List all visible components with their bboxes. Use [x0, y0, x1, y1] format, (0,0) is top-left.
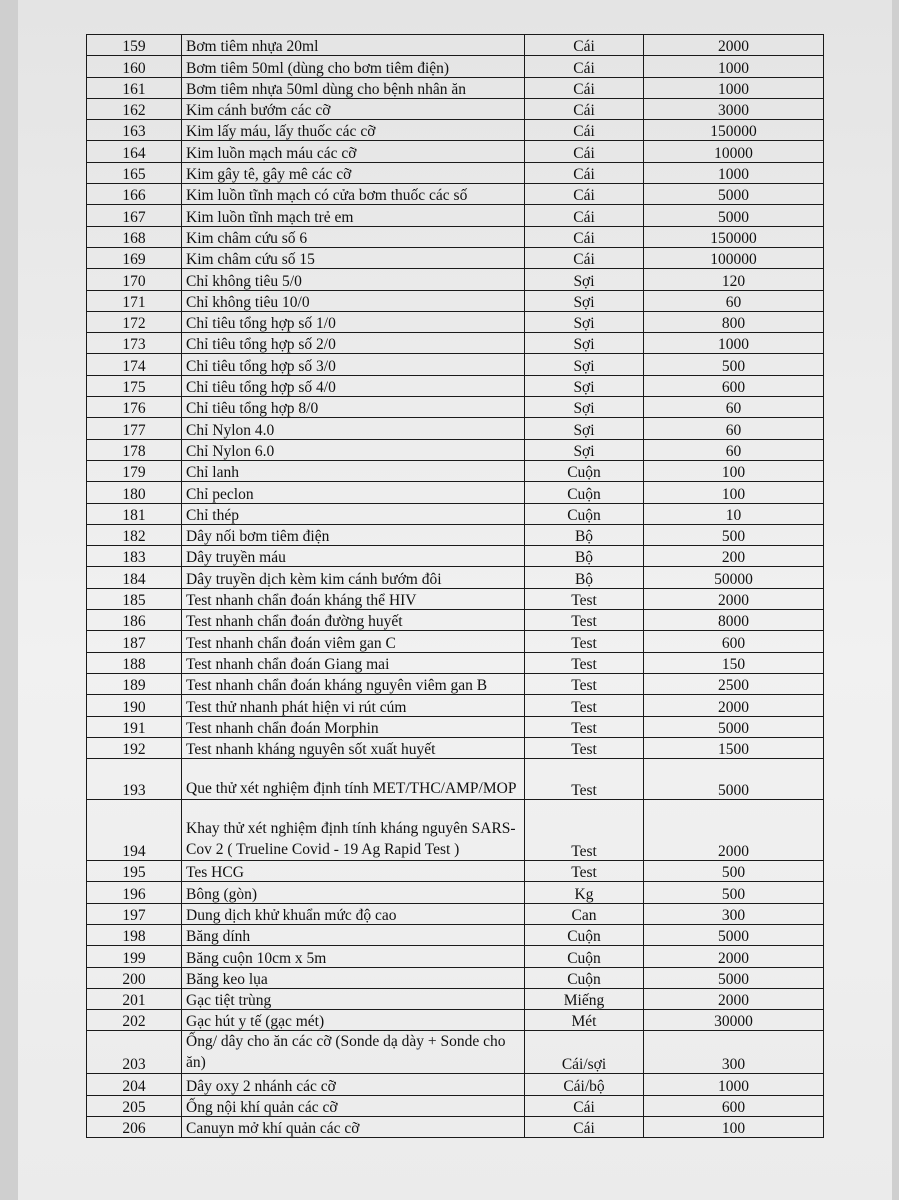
row-number: 202 [87, 1010, 182, 1031]
table-row [87, 269, 824, 290]
table-row [87, 120, 824, 141]
item-name: Test nhanh chẩn đoán kháng thể HIV [182, 588, 525, 609]
row-number: 179 [87, 460, 182, 481]
row-number: 187 [87, 631, 182, 652]
unit-cell: Sợi [525, 375, 644, 396]
table-row [87, 716, 824, 737]
unit-cell: Cuộn [525, 946, 644, 967]
unit-cell: Test [525, 610, 644, 631]
item-name: Chỉ tiêu tổng hợp số 4/0 [182, 375, 525, 396]
item-name: Tes HCG [182, 861, 525, 882]
quantity-cell: 2500 [644, 673, 824, 694]
quantity-cell: 120 [644, 269, 824, 290]
quantity-cell: 150000 [644, 226, 824, 247]
unit-cell: Sợi [525, 418, 644, 439]
row-number: 168 [87, 226, 182, 247]
row-number: 186 [87, 610, 182, 631]
document-page [18, 0, 892, 1200]
quantity-cell: 1000 [644, 77, 824, 98]
unit-cell: Cái [525, 162, 644, 183]
quantity-cell: 1000 [644, 162, 824, 183]
item-name: Kim gây tê, gây mê các cỡ [182, 162, 525, 183]
table-row [87, 439, 824, 460]
row-number: 183 [87, 546, 182, 567]
quantity-cell: 500 [644, 524, 824, 545]
table-row [87, 1010, 824, 1031]
unit-cell: Cái [525, 141, 644, 162]
item-name: Chỉ không tiêu 5/0 [182, 269, 525, 290]
quantity-cell: 10 [644, 503, 824, 524]
item-name: Gạc hút y tế (gạc mét) [182, 1010, 525, 1031]
table-row [87, 56, 824, 77]
quantity-cell: 5000 [644, 716, 824, 737]
quantity-cell: 60 [644, 397, 824, 418]
table-row [87, 946, 824, 967]
item-name: Kim châm cứu số 15 [182, 247, 525, 268]
unit-cell: Test [525, 695, 644, 716]
table-row [87, 311, 824, 332]
row-number: 161 [87, 77, 182, 98]
item-name: Dây oxy 2 nhánh các cỡ [182, 1074, 525, 1095]
row-number: 181 [87, 503, 182, 524]
row-number: 178 [87, 439, 182, 460]
unit-cell: Sợi [525, 311, 644, 332]
unit-cell: Cái [525, 120, 644, 141]
unit-cell: Sợi [525, 290, 644, 311]
item-name: Que thử xét nghiệm định tính MET/THC/AMP/MOP [182, 759, 525, 800]
row-number: 184 [87, 567, 182, 588]
unit-cell: Test [525, 716, 644, 737]
unit-cell: Cái [525, 98, 644, 119]
row-number: 169 [87, 247, 182, 268]
item-name: Bơm tiêm nhựa 50ml dùng cho bệnh nhân ăn [182, 77, 525, 98]
table-row [87, 1095, 824, 1116]
table-row [87, 98, 824, 119]
quantity-cell: 2000 [644, 946, 824, 967]
table-row [87, 924, 824, 945]
table-row [87, 247, 824, 268]
row-number: 190 [87, 695, 182, 716]
item-name: Kim luồn mạch máu các cỡ [182, 141, 525, 162]
unit-cell: Cuộn [525, 924, 644, 945]
row-number: 160 [87, 56, 182, 77]
unit-cell: Cái [525, 1095, 644, 1116]
row-number: 192 [87, 737, 182, 758]
table-row [87, 418, 824, 439]
row-number: 164 [87, 141, 182, 162]
table-row [87, 967, 824, 988]
table-row [87, 354, 824, 375]
table-row [87, 759, 824, 800]
table-row [87, 1031, 824, 1074]
row-number: 204 [87, 1074, 182, 1095]
item-name: Chỉ tiêu tổng hợp số 3/0 [182, 354, 525, 375]
unit-cell: Test [525, 737, 644, 758]
row-number: 205 [87, 1095, 182, 1116]
quantity-cell: 500 [644, 882, 824, 903]
item-name: Test nhanh chẩn đoán đường huyết [182, 610, 525, 631]
row-number: 197 [87, 903, 182, 924]
quantity-cell: 1500 [644, 737, 824, 758]
quantity-cell: 600 [644, 1095, 824, 1116]
row-number: 177 [87, 418, 182, 439]
unit-cell: Bộ [525, 546, 644, 567]
table-row [87, 226, 824, 247]
unit-cell: Sợi [525, 354, 644, 375]
quantity-cell: 600 [644, 375, 824, 396]
table-row [87, 800, 824, 861]
row-number: 182 [87, 524, 182, 545]
item-name: Kim luồn tĩnh mạch có cửa bơm thuốc các số [182, 184, 525, 205]
item-name: Dây truyền dịch kèm kim cánh bướm đôi [182, 567, 525, 588]
quantity-cell: 5000 [644, 205, 824, 226]
row-number: 188 [87, 652, 182, 673]
quantity-cell: 100 [644, 1117, 824, 1138]
item-name: Test nhanh chẩn đoán Morphin [182, 716, 525, 737]
unit-cell: Test [525, 652, 644, 673]
table-row [87, 397, 824, 418]
table-row [87, 1117, 824, 1138]
row-number: 165 [87, 162, 182, 183]
item-name: Băng dính [182, 924, 525, 945]
item-name: Chỉ tiêu tổng hợp số 2/0 [182, 333, 525, 354]
item-name: Chỉ tiêu tổng hợp số 1/0 [182, 311, 525, 332]
item-name: Chỉ peclon [182, 482, 525, 503]
item-name: Dung dịch khử khuẩn mức độ cao [182, 903, 525, 924]
item-name: Ống nội khí quản các cỡ [182, 1095, 525, 1116]
row-number: 203 [87, 1031, 182, 1074]
row-number: 201 [87, 988, 182, 1009]
unit-cell: Sợi [525, 269, 644, 290]
table-row [87, 503, 824, 524]
unit-cell: Cái [525, 226, 644, 247]
row-number: 171 [87, 290, 182, 311]
quantity-cell: 1000 [644, 333, 824, 354]
quantity-cell: 10000 [644, 141, 824, 162]
table-row [87, 162, 824, 183]
item-name: Dây nối bơm tiêm điện [182, 524, 525, 545]
unit-cell: Can [525, 903, 644, 924]
unit-cell: Sợi [525, 397, 644, 418]
table-row [87, 737, 824, 758]
unit-cell: Cái [525, 1117, 644, 1138]
row-number: 194 [87, 800, 182, 861]
table-row [87, 861, 824, 882]
row-number: 162 [87, 98, 182, 119]
quantity-cell: 5000 [644, 759, 824, 800]
item-name: Dây truyền máu [182, 546, 525, 567]
row-number: 193 [87, 759, 182, 800]
quantity-cell: 200 [644, 546, 824, 567]
table-row [87, 546, 824, 567]
item-name: Khay thử xét nghiệm định tính kháng nguyên SARS-Cov 2 ( Trueline Covid - 19 Ag Rapid Test ) [182, 800, 525, 861]
quantity-cell: 2000 [644, 35, 824, 56]
unit-cell: Cái/bộ [525, 1074, 644, 1095]
quantity-cell: 800 [644, 311, 824, 332]
table-row [87, 673, 824, 694]
unit-cell: Cái/sợi [525, 1031, 644, 1074]
item-name: Test nhanh chẩn đoán Giang mai [182, 652, 525, 673]
row-number: 163 [87, 120, 182, 141]
row-number: 191 [87, 716, 182, 737]
quantity-cell: 150 [644, 652, 824, 673]
row-number: 176 [87, 397, 182, 418]
quantity-cell: 8000 [644, 610, 824, 631]
row-number: 174 [87, 354, 182, 375]
item-name: Test nhanh kháng nguyên sốt xuất huyết [182, 737, 525, 758]
quantity-cell: 2000 [644, 695, 824, 716]
table-row [87, 333, 824, 354]
item-name: Chỉ Nylon 6.0 [182, 439, 525, 460]
row-number: 206 [87, 1117, 182, 1138]
item-name: Bông (gòn) [182, 882, 525, 903]
table-row [87, 882, 824, 903]
table-row [87, 184, 824, 205]
item-name: Canuyn mở khí quản các cỡ [182, 1117, 525, 1138]
row-number: 198 [87, 924, 182, 945]
quantity-cell: 500 [644, 354, 824, 375]
quantity-cell: 500 [644, 861, 824, 882]
quantity-cell: 5000 [644, 184, 824, 205]
unit-cell: Cuộn [525, 503, 644, 524]
table-row [87, 290, 824, 311]
unit-cell: Cuộn [525, 460, 644, 481]
table-row [87, 141, 824, 162]
row-number: 172 [87, 311, 182, 332]
item-name: Test thử nhanh phát hiện vi rút cúm [182, 695, 525, 716]
unit-cell: Cái [525, 35, 644, 56]
table-row [87, 610, 824, 631]
quantity-cell: 5000 [644, 967, 824, 988]
unit-cell: Cái [525, 184, 644, 205]
table-row [87, 205, 824, 226]
item-name: Kim lấy máu, lấy thuốc các cỡ [182, 120, 525, 141]
table-row [87, 1074, 824, 1095]
table-row [87, 35, 824, 56]
table-row [87, 652, 824, 673]
unit-cell: Test [525, 631, 644, 652]
row-number: 173 [87, 333, 182, 354]
quantity-cell: 150000 [644, 120, 824, 141]
quantity-cell: 1000 [644, 56, 824, 77]
item-name: Chỉ thép [182, 503, 525, 524]
table-row [87, 77, 824, 98]
table-row [87, 695, 824, 716]
table-row [87, 375, 824, 396]
supplies-table [86, 34, 824, 1138]
item-name: Gạc tiệt trùng [182, 988, 525, 1009]
row-number: 189 [87, 673, 182, 694]
row-number: 180 [87, 482, 182, 503]
table-row [87, 567, 824, 588]
quantity-cell: 100 [644, 460, 824, 481]
item-name: Chỉ lanh [182, 460, 525, 481]
unit-cell: Bộ [525, 567, 644, 588]
table-row [87, 988, 824, 1009]
row-number: 195 [87, 861, 182, 882]
table-row [87, 903, 824, 924]
unit-cell: Cái [525, 205, 644, 226]
item-name: Bơm tiêm nhựa 20ml [182, 35, 525, 56]
unit-cell: Bộ [525, 524, 644, 545]
item-name: Ống/ dây cho ăn các cỡ (Sonde dạ dày + Sonde cho ăn) [182, 1031, 525, 1074]
unit-cell: Cái [525, 247, 644, 268]
table-row [87, 482, 824, 503]
item-name: Kim cánh bướm các cỡ [182, 98, 525, 119]
unit-cell: Test [525, 588, 644, 609]
row-number: 166 [87, 184, 182, 205]
quantity-cell: 3000 [644, 98, 824, 119]
item-name: Bơm tiêm 50ml (dùng cho bơm tiêm điện) [182, 56, 525, 77]
table-row [87, 631, 824, 652]
quantity-cell: 60 [644, 290, 824, 311]
item-name: Chỉ tiêu tổng hợp 8/0 [182, 397, 525, 418]
unit-cell: Test [525, 673, 644, 694]
unit-cell: Test [525, 861, 644, 882]
quantity-cell: 60 [644, 439, 824, 460]
quantity-cell: 2000 [644, 800, 824, 861]
unit-cell: Cuộn [525, 482, 644, 503]
item-name: Chỉ không tiêu 10/0 [182, 290, 525, 311]
quantity-cell: 600 [644, 631, 824, 652]
item-name: Kim luồn tĩnh mạch trẻ em [182, 205, 525, 226]
table-row [87, 524, 824, 545]
item-name: Băng keo lụa [182, 967, 525, 988]
item-name: Băng cuộn 10cm x 5m [182, 946, 525, 967]
row-number: 159 [87, 35, 182, 56]
row-number: 175 [87, 375, 182, 396]
unit-cell: Cái [525, 77, 644, 98]
unit-cell: Miếng [525, 988, 644, 1009]
item-name: Chỉ Nylon 4.0 [182, 418, 525, 439]
unit-cell: Test [525, 800, 644, 861]
row-number: 185 [87, 588, 182, 609]
unit-cell: Kg [525, 882, 644, 903]
quantity-cell: 100000 [644, 247, 824, 268]
unit-cell: Test [525, 759, 644, 800]
unit-cell: Sợi [525, 333, 644, 354]
table-row [87, 460, 824, 481]
quantity-cell: 5000 [644, 924, 824, 945]
quantity-cell: 60 [644, 418, 824, 439]
quantity-cell: 300 [644, 903, 824, 924]
item-name: Test nhanh chẩn đoán kháng nguyên viêm gan B [182, 673, 525, 694]
quantity-cell: 2000 [644, 588, 824, 609]
quantity-cell: 50000 [644, 567, 824, 588]
quantity-cell: 100 [644, 482, 824, 503]
row-number: 200 [87, 967, 182, 988]
item-name: Test nhanh chẩn đoán viêm gan C [182, 631, 525, 652]
row-number: 167 [87, 205, 182, 226]
unit-cell: Cái [525, 56, 644, 77]
quantity-cell: 30000 [644, 1010, 824, 1031]
quantity-cell: 1000 [644, 1074, 824, 1095]
quantity-cell: 300 [644, 1031, 824, 1074]
unit-cell: Sợi [525, 439, 644, 460]
row-number: 170 [87, 269, 182, 290]
table-row [87, 588, 824, 609]
unit-cell: Mét [525, 1010, 644, 1031]
supplies-table-body [87, 35, 824, 1138]
row-number: 196 [87, 882, 182, 903]
item-name: Kim châm cứu số 6 [182, 226, 525, 247]
quantity-cell: 2000 [644, 988, 824, 1009]
unit-cell: Cuộn [525, 967, 644, 988]
row-number: 199 [87, 946, 182, 967]
